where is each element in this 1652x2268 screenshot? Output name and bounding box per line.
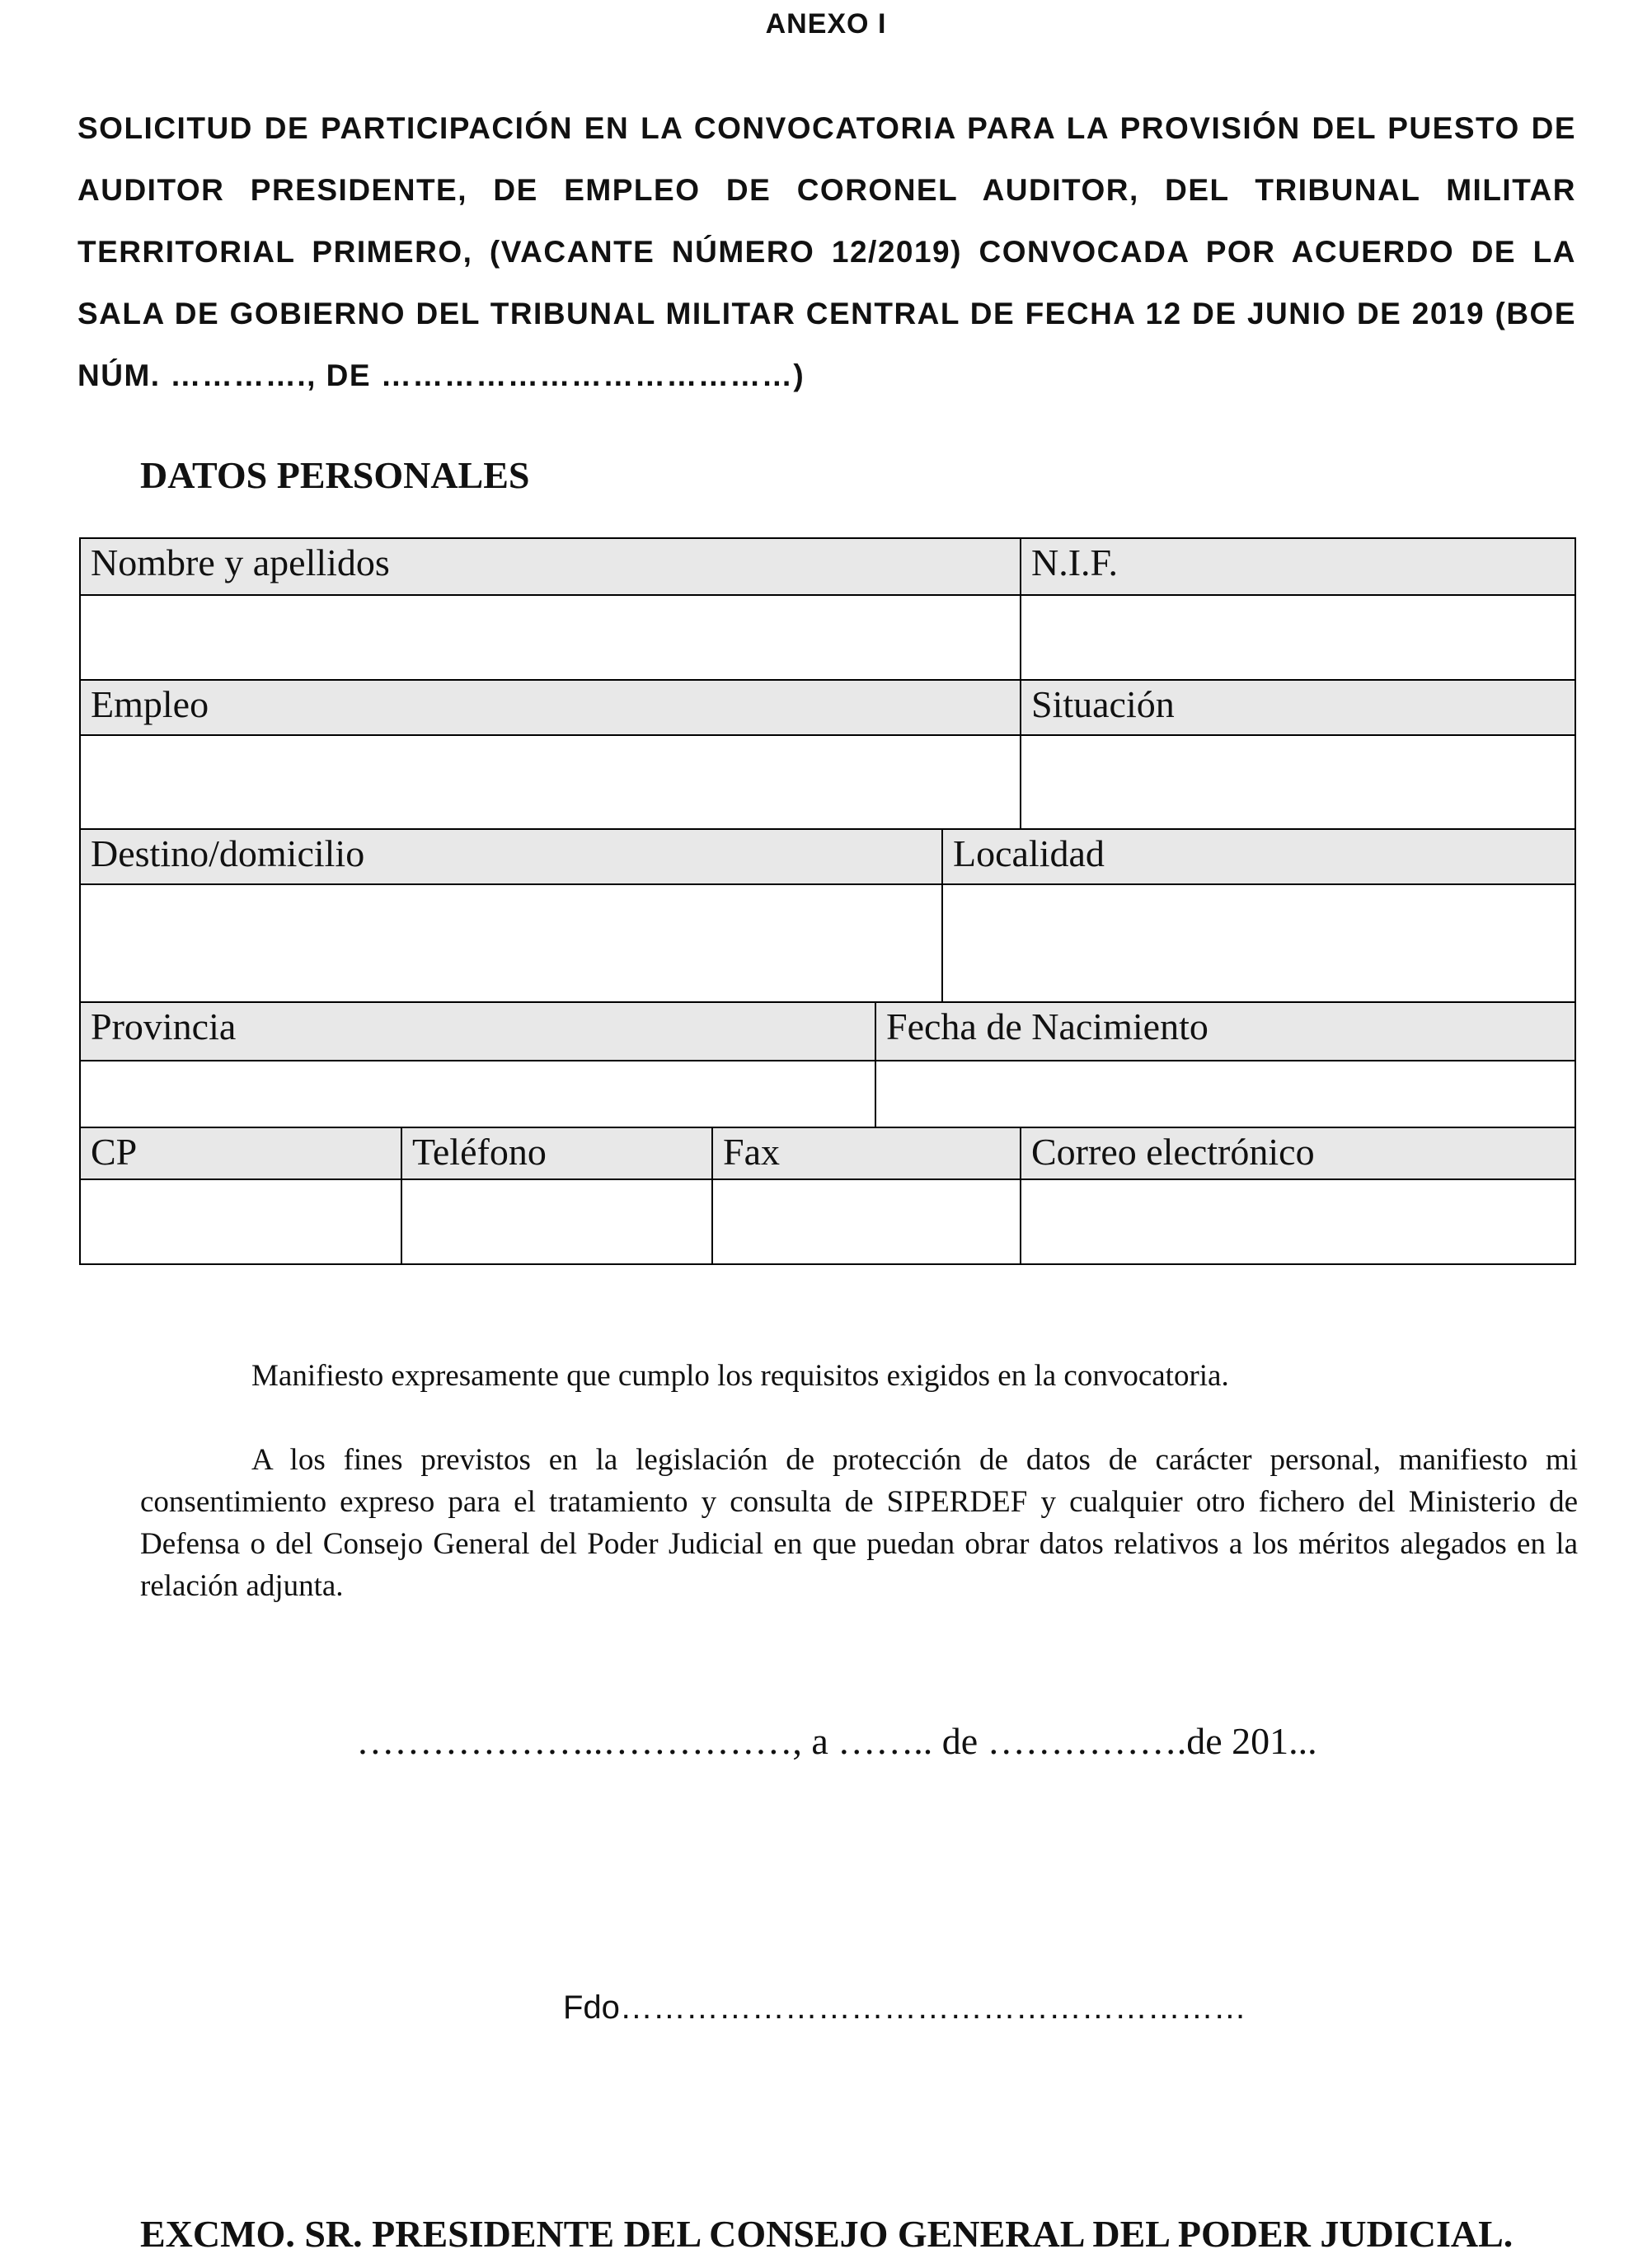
annex-title: ANEXO I: [765, 8, 887, 40]
personal-data-form: [79, 537, 1576, 1265]
recipient-address: EXCMO. SR. PRESIDENTE DEL CONSEJO GENERAL DEL PODER JUDICIAL.: [140, 2213, 1514, 2255]
situacion-label: Situación: [1020, 679, 1576, 734]
cp-label: CP: [79, 1127, 401, 1179]
signature-line: Fdo…………………………………………………: [563, 1989, 1246, 2026]
empleo-label: Empleo: [79, 679, 1020, 734]
localidad-label: Localidad: [941, 828, 1576, 883]
fax-field[interactable]: [711, 1179, 1020, 1263]
destino-field[interactable]: [79, 883, 941, 1001]
empleo-field[interactable]: [79, 734, 1020, 828]
cp-field[interactable]: [79, 1179, 401, 1263]
correo-field[interactable]: [1020, 1179, 1576, 1263]
application-heading: SOLICITUD DE PARTICIPACIÓN EN LA CONVOCATORIA PARA LA PROVISIÓN DEL PUESTO DE AUDITOR PRESIDENTE, DE EMPLEO DE CORONEL AUDITOR, DEL TRIBUNAL MILITAR TERRITORIAL PRIMERO, (VACANTE NÚMERO 12/2019) CONVOCADA POR ACUERDO DE LA SALA DE GOBIERNO DEL TRIBUNAL MILITAR CENTRAL DE FECHA 12 DE JUNIO DE 2019 (BOE NÚM. …………., DE …………………………………): [77, 111, 1576, 392]
requirements-statement: Manifiesto expresamente que cumplo los requisitos exigidos en la convocatoria.: [251, 1359, 1229, 1393]
data-consent-paragraph: A los fines previstos en la legislación de protección de datos de carácter personal, manifiesto mi consentimiento expreso para el tratamiento y consulta de SIPERDEF y cualquier otro fichero del Ministerio de Defensa o del Consejo General del Poder Judicial en que puedan obrar datos relativos a los méritos alegados en la relación adjunta.: [140, 1443, 1578, 1603]
telefono-label: Teléfono: [401, 1127, 711, 1179]
localidad-field[interactable]: [941, 883, 1576, 1001]
telefono-field[interactable]: [401, 1179, 711, 1263]
provincia-field[interactable]: [79, 1060, 875, 1127]
provincia-label: Provincia: [79, 1001, 875, 1060]
correo-label: Correo electrónico: [1020, 1127, 1576, 1179]
nombre-field[interactable]: [79, 594, 1020, 679]
nif-field[interactable]: [1020, 594, 1576, 679]
fecha-nacimiento-label: Fecha de Nacimiento: [875, 1001, 1576, 1060]
situacion-field[interactable]: [1020, 734, 1576, 828]
section-title: DATOS PERSONALES: [140, 454, 530, 496]
place-date-line: ………………..……………, a …….. de …………….de 201...: [356, 1720, 1317, 1762]
fax-label: Fax: [711, 1127, 1020, 1179]
destino-label: Destino/domicilio: [79, 828, 941, 883]
nombre-label: Nombre y apellidos: [79, 537, 1020, 594]
nif-label: N.I.F.: [1020, 537, 1576, 594]
fecha-nacimiento-field[interactable]: [875, 1060, 1576, 1127]
